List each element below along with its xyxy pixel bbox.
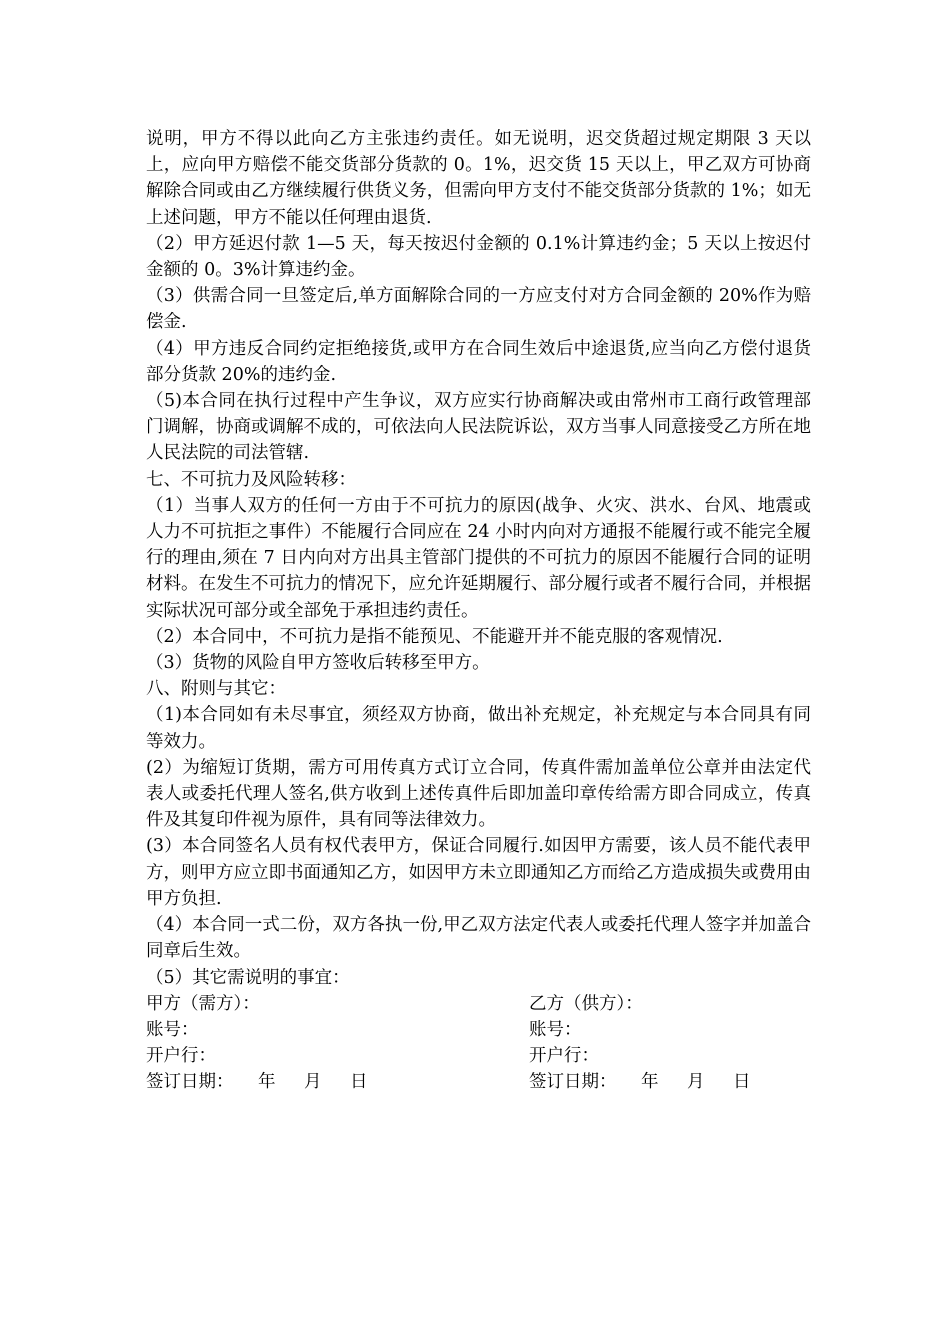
party-b-date-day: 日 xyxy=(733,1072,751,1093)
party-b-date-label: 签订日期： xyxy=(529,1072,617,1093)
supplementary-clause-5: （5）其它需说明的事宜： xyxy=(146,967,350,988)
party-b-date-month: 月 xyxy=(687,1072,705,1093)
party-a-account-label: 账号： xyxy=(146,1019,199,1040)
supplementary-clause-2: (2）为缩短订货期，需方可用传真方式订立合同，传真件需加盖单位公章并由法定代表人或委托代理人签名,供方收到上述传真件后即加盖印章传给需方即合同成立，传真件及其复印件视为原件，具有同等法律效力。 xyxy=(146,757,811,831)
supplementary-clause-1: （1)本合同如有未尽事宜，须经双方协商，做出补充规定，补充规定与本合同具有同等效力。 xyxy=(146,705,811,752)
party-b-date xyxy=(529,1069,751,1095)
party-a-date-month: 月 xyxy=(304,1072,322,1093)
penalty-clause-termination: （3）供需合同一旦签定后,单方面解除合同的一方应支付对方合同金额的 20%作为赔偿金. xyxy=(146,286,811,333)
dispute-clause: （5)本合同在执行过程中产生争议，双方应实行协商解决或由常州市工商行政管理部门调解，协商或调解不成的，可依法向人民法院诉讼，双方当事人同意接受乙方所在地人民法院的司法管辖. xyxy=(146,391,811,464)
section-heading-supplementary: 八、附则与其它： xyxy=(146,679,286,700)
force-majeure-clause-1: （1）当事人双方的任何一方由于不可抗力的原因(战争、火灾、洪水、台风、地震或人力不可抗拒之事件）不能履行合同应在 24 小时内向对方通报不能履行或不能完全履行的理由,须在 7 日内向对方出具主管部门提供的不可抗力的原因不能履行合同的证明材料。在发生不可抗力的情况下，应允许延期履行、部分履行或者不履行合同，并根据实际状况可部分或全部免于承担违约责任。 xyxy=(146,495,811,621)
party-a-bank-label: 开户行： xyxy=(146,1046,216,1067)
supplementary-clause-4: （4）本合同一式二份，双方各执一份,甲乙双方法定代表人或委托代理人签字并加盖合同章后生效。 xyxy=(146,915,811,962)
force-majeure-clause-2: （2）本合同中，不可抗力是指不能预见、不能避开并不能克服的客观情况. xyxy=(146,626,723,647)
party-b-account-label: 账号： xyxy=(529,1019,582,1040)
signature-date-row xyxy=(146,1069,811,1095)
contract-page xyxy=(146,126,811,1095)
party-b-bank-label: 开户行： xyxy=(529,1046,599,1067)
penalty-clause-delivery: 说明，甲方不得以此向乙方主张违约责任。如无说明，迟交货超过规定期限 3 天以上，应向甲方赔偿不能交货部分货款的 0。1%，迟交货 15 天以上，甲乙双方可协商解除合同或由乙方继续履行供货义务，但需向甲方支付不能交货部分货款的 1%；如无上述问题，甲方不能以任何理由退货. xyxy=(146,129,811,228)
party-a-label: 甲方（需方）： xyxy=(146,993,260,1014)
supplementary-clause-3: (3）本合同签名人员有权代表甲方，保证合同履行.如因甲方需要，该人员不能代表甲方，则甲方应立即书面通知乙方，如因甲方未立即通知乙方而给乙方造成损失或费用由甲方负担. xyxy=(146,836,811,909)
risk-transfer-clause: （3）货物的风险自甲方签收后转移至甲方。 xyxy=(146,653,490,674)
party-a-date-year: 年 xyxy=(258,1072,276,1093)
penalty-clause-refusal: （4）甲方违反合同约定拒绝接货,或甲方在合同生效后中途退货,应当向乙方偿付退货部分货款 20%的违约金. xyxy=(146,338,811,385)
party-b-date-year: 年 xyxy=(641,1072,659,1093)
section-heading-force-majeure: 七、不可抗力及风险转移： xyxy=(146,469,356,490)
party-b-label: 乙方（供方）： xyxy=(529,993,643,1014)
penalty-clause-payment: （2）甲方延迟付款 1—5 天，每天按迟付金额的 0.1%计算违约金；5 天以上按迟付金额的 0。3%计算违约金。 xyxy=(146,233,811,281)
signature-account-row xyxy=(146,1017,811,1043)
party-a-date-day: 日 xyxy=(350,1072,368,1093)
signature-party-row xyxy=(146,991,811,1017)
party-a-date-label: 签订日期： xyxy=(146,1072,234,1093)
party-a-date xyxy=(146,1069,368,1095)
signature-bank-row xyxy=(146,1043,811,1069)
